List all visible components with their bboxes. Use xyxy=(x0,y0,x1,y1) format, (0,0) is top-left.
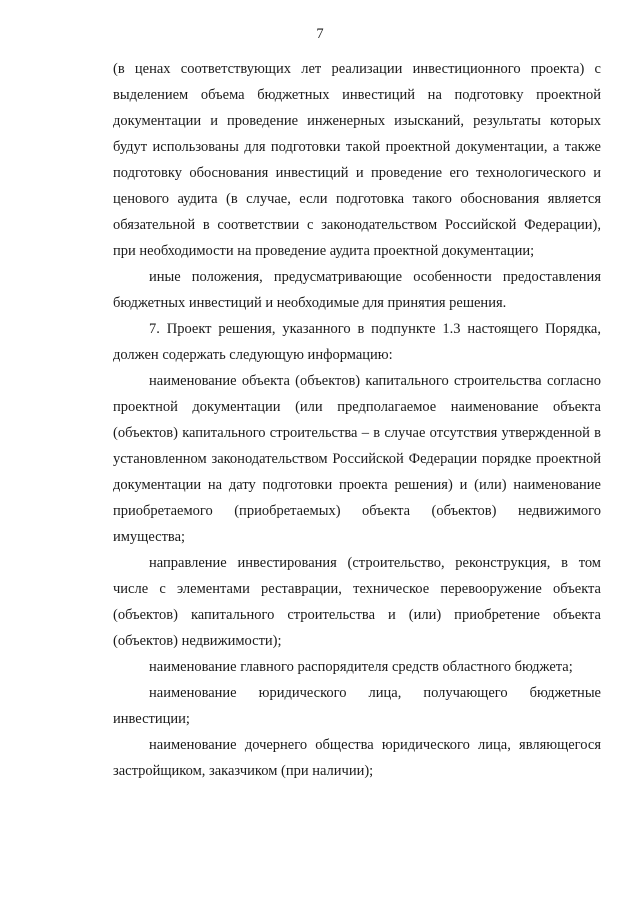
paragraph-budget-manager: наименование главного распорядителя средств областного бюджета; xyxy=(149,659,573,675)
paragraph-continuation: (в ценах соответствующих лет реализации инвестиционного проекта) с выделением объема бюджетных инвестиций на подготовку проектной документации и проведение инженерных изысканий, результаты которых будут использованы для подготовки такой проектной документации, а также подготовку обоснования инвестиций и проведение его технологического и ценового аудита (в случае, если подготовка такого обоснования является обязательной в соответствии с законодательством Российской Федерации), при необходимости на проведение аудита проектной документации; xyxy=(113,61,601,259)
paragraph-item-7: 7. Проект решения, указанного в подпункте 1.3 настоящего Порядка, должен содержать следующую информацию: xyxy=(113,321,601,363)
paragraph-other-provisions: иные положения, предусматривающие особенности предоставления бюджетных инвестиций и необходимые для принятия решения. xyxy=(113,269,601,311)
page-number: 7 xyxy=(316,26,324,42)
document-body xyxy=(113,56,601,784)
paragraph-investment-direction: направление инвестирования (строительство, реконструкция, в том числе с элементами реставрации, техническое перевооружение объекта (объектов) капитального строительства и (или) приобретение объекта (объектов) недвижимости); xyxy=(113,555,601,649)
paragraph-legal-entity: наименование юридического лица, получающего бюджетные инвестиции; xyxy=(113,685,601,727)
paragraph-subsidiary: наименование дочернего общества юридического лица, являющегося застройщиком, заказчиком (при наличии); xyxy=(113,737,601,779)
paragraph-object-name: наименование объекта (объектов) капитального строительства согласно проектной документации (или предполагаемое наименование объекта (объектов) капитального строительства – в случае отсутствия утвержденной в установленном законодательством Российской Федерации порядке проектной документации на дату подготовки проекта решения) и (или) наименование приобретаемого (приобретаемых) объекта (объектов) недвижимого имущества; xyxy=(113,373,601,545)
